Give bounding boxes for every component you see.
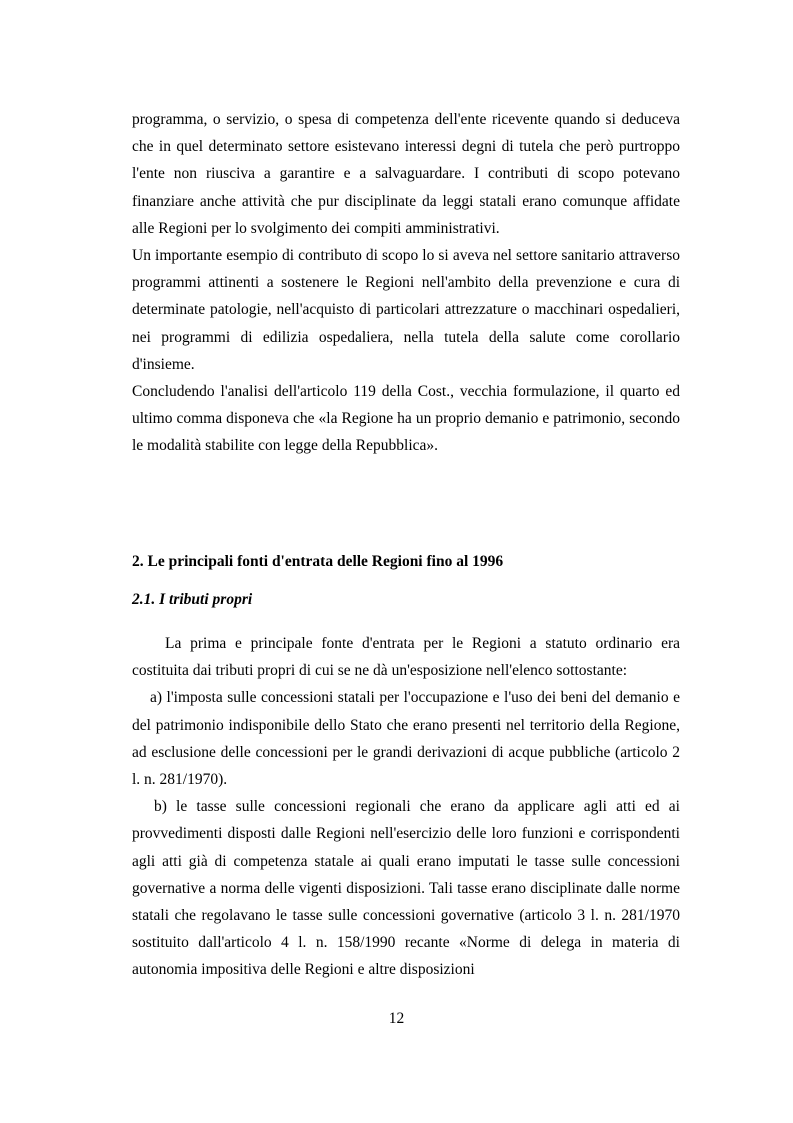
body-text-top [132,106,680,460]
list-item-a: a) l'imposta sulle concessioni statali per l'occupazione e l'uso dei beni del demanio e del patrimonio indisponibile dello Stato che erano presenti nel territorio della Regione, ad esclusione delle concessioni per le grandi derivazioni di acque pubbliche (articolo 2 l. n. 281/1970). [132,689,680,789]
page-number: 12 [388,1010,405,1027]
subsection-heading: 2.1. I tributi propri [132,591,253,608]
paragraph-settore-sanitario: Un importante esempio di contributo di scopo lo si aveva nel settore sanitario attraverso programmi attinenti a sostenere le Regioni nell'ambito della prevenzione e cura di determinate patologie, nell'acquisto di particolari attrezzature o macchinari ospedalieri, nei programmi di edilizia ospedaliera, nella tutela della salute come corollario d'insieme. [132,247,680,373]
paragraph-contributi-di-scopo: programma, o servizio, o spesa di competenza dell'ente ricevente quando si deduceva che in quel determinato settore esistevano interessi degni di tutela che però purtroppo l'ente non riusciva a garantire e a salvaguardare. I contributi di scopo potevano finanziare anche attività che pur disciplinate da leggi statali erano comunque affidate alle Regioni per lo svolgimento dei compiti amministrativi. [132,111,680,237]
list-item-b: b) le tasse sulle concessioni regionali che erano da applicare agli atti ed ai provvedimenti disposti dalle Regioni nell'esercizio delle loro funzioni e corrispondenti agli atti già di competenza statale ai quali erano imputati le tasse sulle concessioni governative a norma delle vigenti disposizioni. Tali tasse erano disciplinate dalle norme statali che regolavano le tasse sulle concessioni governative (articolo 3 l. n. 281/1970 sostituito dall'articolo 4 l. n. 158/1990 recante «Norme di delega in materia di autonomia impositiva delle Regioni e altre disposizioni [132,798,680,979]
paragraph-articolo-119: Concludendo l'analisi dell'articolo 119 della Cost., vecchia formulazione, il quarto ed ultimo comma disponeva che «la Regione ha un proprio demanio e patrimonio, secondo le modalità stabilite con legge della Repubblica». [132,383,680,455]
paragraph-tributi-propri: La prima e principale fonte d'entrata per le Regioni a statuto ordinario era costituita dai tributi propri di cui se ne dà un'esposizione nell'elenco sottostante: [132,635,680,680]
section-heading: 2. Le principali fonti d'entrata delle Regioni fino al 1996 [132,553,504,570]
body-text-bottom [132,630,680,984]
